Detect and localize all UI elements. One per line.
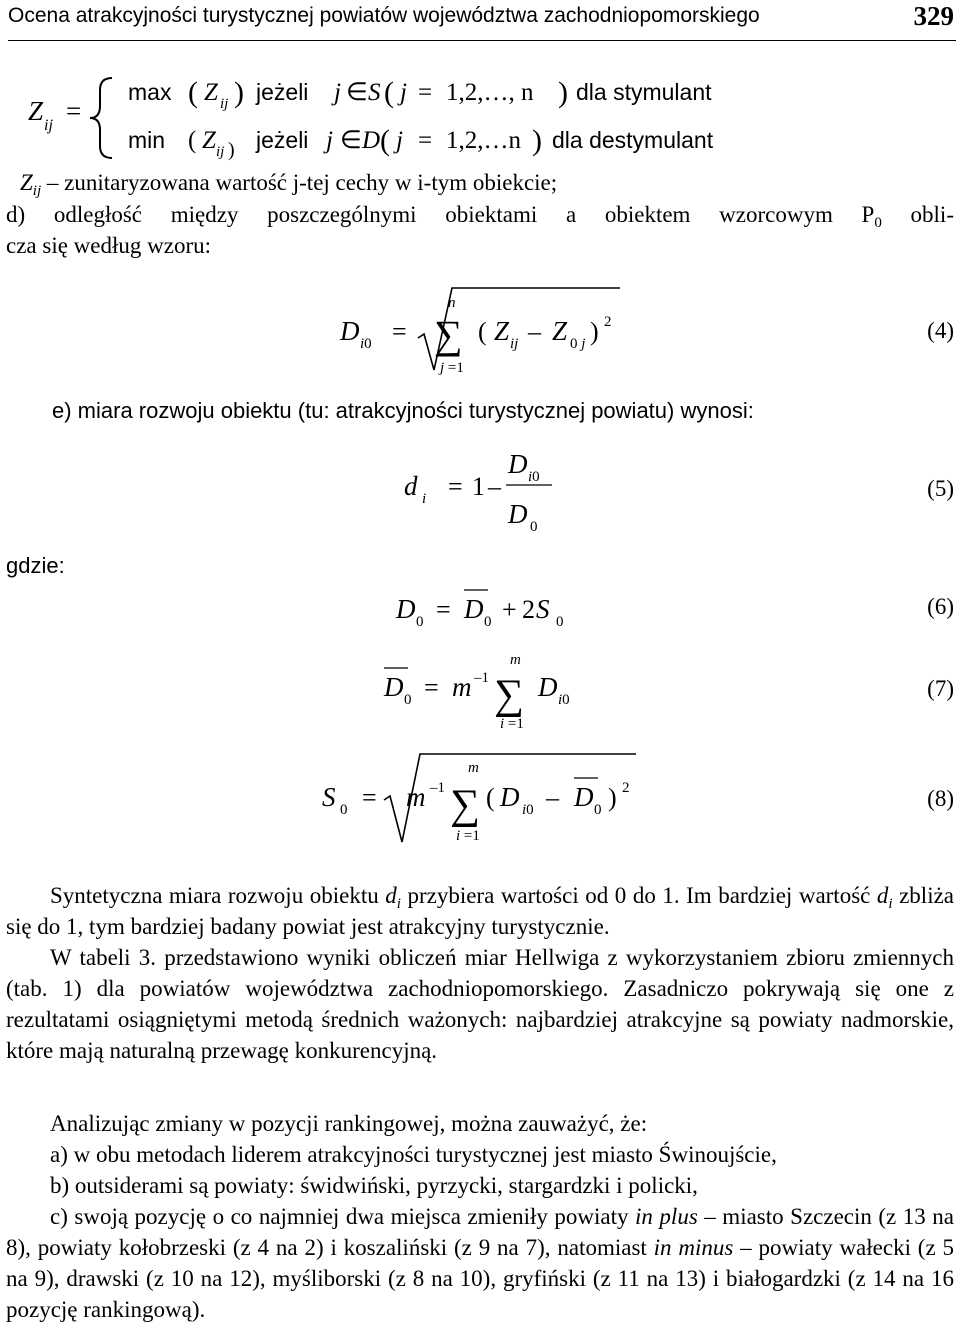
brace-shape xyxy=(90,78,112,158)
svg-text:∑: ∑ xyxy=(434,312,463,357)
svg-text:m: m xyxy=(510,652,521,668)
svg-text:2: 2 xyxy=(604,314,612,330)
svg-text:∈: ∈ xyxy=(340,127,362,154)
svg-text:S: S xyxy=(368,79,381,106)
paragraph-1: Syntetyczna miara rozwoju obiektu $d_i$ przybiera wartości od 0 do 1. Im bardziej wartość $d_i$ zbliża się do 1, tym bardziej badany powiat jest atrakcyjny turystycznie. xyxy=(6,883,954,939)
svg-text:2: 2 xyxy=(522,595,535,624)
svg-text:S: S xyxy=(536,594,550,624)
svg-text:0: 0 xyxy=(530,519,538,535)
svg-text:∈: ∈ xyxy=(346,79,368,106)
svg-text:∑: ∑ xyxy=(450,782,480,828)
svg-text:–: – xyxy=(488,472,501,501)
svg-text:m: m xyxy=(452,672,472,702)
equation-7 xyxy=(0,648,960,738)
svg-text:1: 1 xyxy=(472,472,485,501)
item-e: e) miara rozwoju obiektu (tu: atrakcyjności turystycznej powiatu) wynosi: xyxy=(52,398,754,423)
svg-text:=: = xyxy=(418,79,433,106)
svg-text:j: j xyxy=(326,127,333,154)
svg-text:(: ( xyxy=(188,76,198,109)
equation-number-6: (6) xyxy=(927,594,954,619)
svg-text:(: ( xyxy=(380,124,390,157)
svg-text:=: = xyxy=(418,127,433,154)
svg-text:i =1: i =1 xyxy=(456,828,480,844)
svg-text:): ) xyxy=(558,76,568,109)
svg-text:1,2,…n: 1,2,…n xyxy=(446,127,521,154)
item-d: d) odległość między poszczególnymi obiektami a obiektem wzorcowym $P_0$ obli- cza się według wzoru: xyxy=(6,202,954,258)
svg-text:∑: ∑ xyxy=(494,672,524,718)
running-header xyxy=(8,0,956,41)
svg-text:D: D xyxy=(464,594,484,624)
formula-lhs: Z xyxy=(28,96,44,126)
paragraph-3: Analizując zmiany w pozycji rankingowej, można zauważyć, że: xyxy=(50,1111,648,1136)
svg-text:i =1: i =1 xyxy=(500,716,524,732)
svg-text:m: m xyxy=(406,782,426,812)
definition-zij: $Z_{ij}$ – zunitaryzowana wartość j-tej cechy w i-tym obiekcie; xyxy=(20,170,558,199)
svg-text:+: + xyxy=(502,595,517,624)
list-item-b: b) outsiderami są powiaty: świdwiński, pyrzycki, stargardzki i policki, xyxy=(50,1173,698,1198)
svg-text:): ) xyxy=(228,139,235,161)
svg-text:i0: i0 xyxy=(528,469,540,485)
svg-text:min: min xyxy=(128,127,166,153)
svg-text:ij: ij xyxy=(216,144,225,160)
svg-text:max: max xyxy=(128,79,172,105)
svg-text:=: = xyxy=(392,317,407,346)
svg-text:dla stymulant: dla stymulant xyxy=(576,79,712,105)
svg-text:jeżeli: jeżeli xyxy=(256,127,309,153)
svg-text:D: D xyxy=(362,127,381,154)
equation-8 xyxy=(0,748,960,848)
svg-text:(: ( xyxy=(486,783,495,812)
svg-text:(: ( xyxy=(384,76,394,109)
svg-text:Z: Z xyxy=(202,127,216,154)
svg-text:i0: i0 xyxy=(558,692,570,708)
svg-text:jeżeli: jeżeli xyxy=(256,79,309,105)
svg-text:i0: i0 xyxy=(522,802,534,818)
svg-text:j =1: j =1 xyxy=(440,360,464,376)
page-number: 329 xyxy=(913,1,954,31)
svg-text:): ) xyxy=(608,783,617,812)
svg-text:2: 2 xyxy=(622,780,630,796)
svg-text:S: S xyxy=(322,782,336,812)
svg-text:0: 0 xyxy=(404,692,412,708)
svg-text:D: D xyxy=(538,672,558,702)
svg-text:–: – xyxy=(528,317,541,346)
svg-text:): ) xyxy=(590,317,599,346)
svg-text:1,2,…, n: 1,2,…, n xyxy=(446,79,534,106)
svg-text:D: D xyxy=(340,316,360,346)
list-item-c: c) swoją pozycję o co najmniej dwa miejsca zmieniły powiaty in plus – miasto Szczecin (z 13 na 8), powiaty kołobrzeski (z 4 na 2) i koszaliński (z 9 na 7), natomiast in minus – powiaty wałecki (z 5 na 9), drawski (z 10 na 12), myśliborski (z 8 na 10), gryfiński (z 11 na 13) i białogardzki (z 14 na 16 pozycję rankingową). xyxy=(6,1204,955,1322)
svg-text:D: D xyxy=(508,449,528,479)
equation-number-4: (4) xyxy=(927,318,954,343)
svg-text:ij: ij xyxy=(220,96,229,112)
svg-text:): ) xyxy=(532,124,542,157)
svg-text:0 j: 0 j xyxy=(570,336,586,352)
equation-5 xyxy=(0,445,960,535)
svg-text:D: D xyxy=(574,782,594,812)
svg-text:0: 0 xyxy=(594,802,602,818)
equation-4 xyxy=(0,280,960,380)
svg-text:j: j xyxy=(334,79,341,106)
svg-text:Z: Z xyxy=(552,316,568,346)
list-item-a: a) w obu metodach liderem atrakcyjności turystycznej jest miasto Świnoujście, xyxy=(50,1142,777,1167)
svg-text:j: j xyxy=(400,79,407,106)
svg-text:–1: –1 xyxy=(474,670,489,686)
svg-text:ij: ij xyxy=(44,117,53,134)
svg-text:D: D xyxy=(508,499,528,529)
svg-text:(: ( xyxy=(478,317,487,346)
svg-text:dla destymulant: dla destymulant xyxy=(552,127,714,153)
equation-number-7: (7) xyxy=(927,676,954,701)
svg-text:–: – xyxy=(546,783,559,812)
gdzie-label: gdzie: xyxy=(6,553,65,578)
svg-text:): ) xyxy=(234,76,244,109)
svg-text:i0: i0 xyxy=(360,336,372,352)
svg-text:=: = xyxy=(436,595,451,624)
svg-text:m: m xyxy=(468,760,479,776)
svg-text:i: i xyxy=(422,491,427,507)
svg-text:=: = xyxy=(424,673,439,702)
svg-text:=: = xyxy=(66,96,82,126)
svg-text:–1: –1 xyxy=(430,780,445,796)
svg-text:Z: Z xyxy=(204,79,218,106)
paragraph-2: W tabeli 3. przedstawiono wyniki obliczeń miar Hellwiga z wykorzystaniem zbioru zmiennych (tab. 1) dla powiatów województwa zachodniopomorskiego. Zasadniczo pokrywają się one z rezultatami osiągniętymi metodą średnich ważonych: najbardziej atrakcyjne są powiaty nadmorskie, które mają naturalną przewagę konkurencyjną. xyxy=(6,945,954,1063)
svg-text:j: j xyxy=(396,127,403,154)
svg-text:D: D xyxy=(384,672,404,702)
svg-text:Z: Z xyxy=(494,316,510,346)
svg-text:(: ( xyxy=(188,127,197,154)
svg-text:0: 0 xyxy=(556,614,564,630)
svg-text:ij: ij xyxy=(510,336,519,352)
svg-text:0: 0 xyxy=(484,614,492,630)
equation-number-5: (5) xyxy=(927,476,954,501)
svg-text:D: D xyxy=(500,782,520,812)
svg-text:0: 0 xyxy=(416,614,424,630)
svg-text:d: d xyxy=(404,471,418,501)
svg-text:=: = xyxy=(448,472,463,501)
header-title: Ocena atrakcyjności turystycznej powiatów województwa zachodniopomorskiego xyxy=(8,4,760,27)
svg-text:D: D xyxy=(396,594,416,624)
svg-text:0: 0 xyxy=(340,802,348,818)
svg-text:n: n xyxy=(448,295,456,311)
svg-text:=: = xyxy=(362,783,377,812)
equation-number-8: (8) xyxy=(927,786,954,811)
equation-6 xyxy=(0,582,960,642)
